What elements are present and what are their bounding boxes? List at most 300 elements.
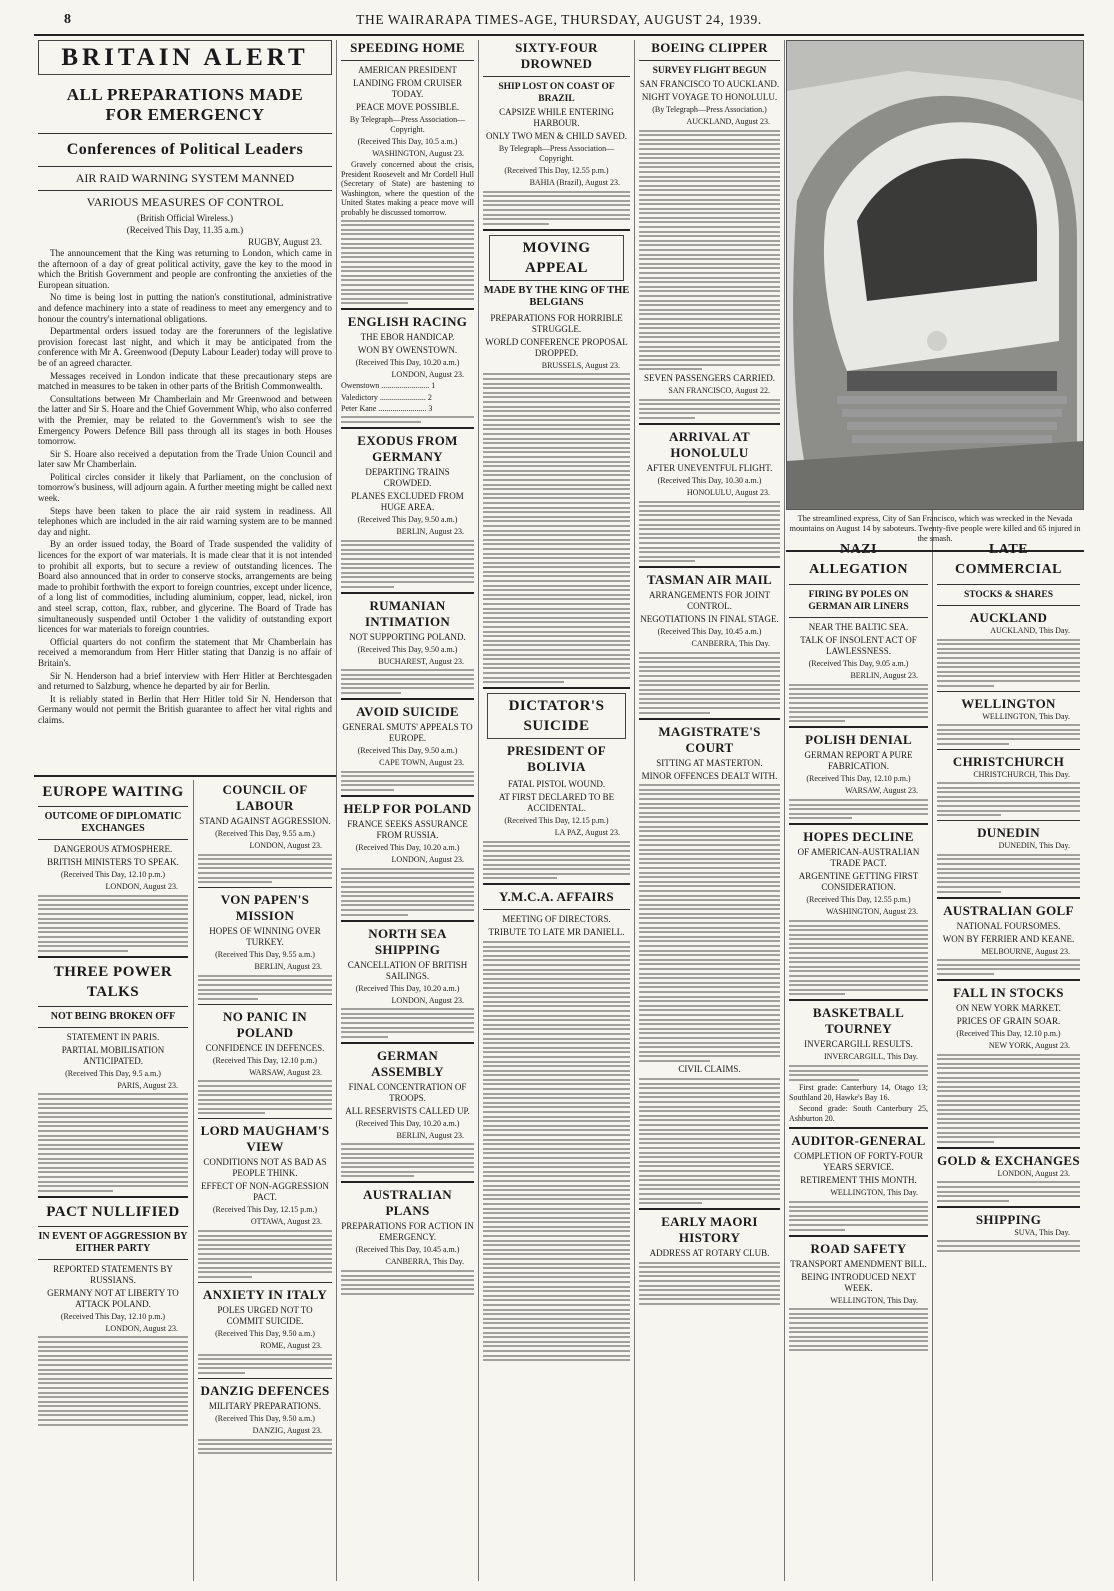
- section-head: AUCKLAND: [969, 610, 1048, 625]
- headline: NORTH SEA SHIPPING: [368, 925, 447, 957]
- dateline: ROME, August 23.: [260, 1341, 322, 1350]
- body-text: [198, 854, 332, 884]
- subheadline: AIR RAID WARNING SYSTEM MANNED: [75, 171, 295, 185]
- divider: [639, 60, 780, 61]
- body-text: [341, 669, 474, 694]
- subheadline: MILITARY PREPARATIONS.: [208, 1400, 322, 1411]
- received-time: (Received This Day, 9.50 a.m.): [357, 644, 458, 654]
- subheadline: THE EBOR HANDICAP.: [360, 332, 455, 343]
- article-britain-alert: [34, 40, 336, 770]
- received-time: (Received This Day, 12.55 p.m.): [806, 895, 911, 905]
- body-text: [639, 1078, 780, 1204]
- subheadline: PLANES EXCLUDED FROM HUGE AREA.: [351, 490, 464, 512]
- subheadline: AT FIRST DECLARED TO BE ACCIDENTAL.: [498, 792, 615, 814]
- subheadline: VARIOUS MEASURES OF CONTROL: [86, 195, 284, 209]
- dateline: LA PAZ, August 23.: [554, 828, 620, 838]
- body-text: [38, 895, 188, 952]
- divider: [483, 909, 630, 910]
- received-time: (Received This Day, 10.5 a.m.): [357, 137, 458, 146]
- divider: [38, 806, 188, 807]
- received-time: (Received This Day, 10.20 a.m.): [355, 1118, 460, 1128]
- subheadline: PRICES OF GRAIN SOAR.: [956, 1015, 1061, 1026]
- subheadline: REPORTED STATEMENTS BY RUSSIANS.: [53, 1263, 173, 1285]
- dateline: WELLINGTON, This Day.: [982, 711, 1070, 721]
- body-text: [639, 399, 780, 419]
- subheadline: FIRING BY POLES ON GERMAN AIR LINERS: [808, 590, 909, 612]
- divider: [341, 592, 474, 594]
- dateline: BAHIA (Brazil), August 23.: [529, 178, 620, 187]
- subheadline: NOT BEING BROKEN OFF: [50, 1010, 176, 1022]
- dateline: WELLINGTON, This Day.: [830, 1188, 918, 1198]
- headline: THREE POWER TALKS: [53, 963, 173, 1000]
- body-text: [789, 684, 928, 723]
- dateline: LONDON, August 23.: [105, 1323, 178, 1333]
- body-text: [789, 920, 928, 996]
- divider: [341, 1042, 474, 1044]
- body-text: [341, 1143, 474, 1177]
- subheadline: FATAL PISTOL WOUND.: [507, 779, 606, 790]
- subheadline: ARGENTINE GETTING FIRST CONSIDERATION.: [798, 871, 919, 893]
- headline: BRITAIN ALERT: [61, 44, 309, 71]
- dateline: AUCKLAND, August 23.: [686, 117, 770, 126]
- received-time: (Received This Day, 9.50 a.m.): [357, 746, 458, 756]
- divider: [38, 1196, 188, 1198]
- divider: [937, 691, 1080, 692]
- article-paragraph: Sir S. Hoare also received a deputation from the Trade Union Council and later saw Mr Chamberlain.: [38, 448, 332, 470]
- subheadline: NEAR THE BALTIC SEA.: [808, 622, 909, 632]
- received-time: (Received This Day, 9.5 a.m.): [65, 1068, 161, 1078]
- subheadline: NEGOTIATIONS IN FINAL STAGE.: [640, 614, 779, 625]
- body-text: [639, 652, 780, 714]
- dateline: WARSAW, August 23.: [845, 786, 918, 796]
- subheadline: FINAL CONCENTRATION OF TROOPS.: [348, 1081, 467, 1103]
- headline: DICTATOR'S SUICIDE: [508, 698, 605, 735]
- subheadline: NIGHT VOYAGE TO HONOLULU.: [641, 92, 778, 102]
- divider: [789, 617, 928, 618]
- dateline: LONDON, August 23.: [391, 370, 464, 380]
- divider: [937, 584, 1080, 585]
- divider: [639, 423, 780, 425]
- divider: [789, 999, 928, 1001]
- divider: [937, 1147, 1080, 1149]
- headline: EARLY MAORI HISTORY: [661, 1214, 758, 1246]
- dateline: PARIS, August 23.: [117, 1080, 178, 1090]
- divider: [341, 60, 474, 61]
- headline: VON PAPEN'S MISSION: [220, 892, 310, 924]
- headline: FALL IN STOCKS: [953, 984, 1064, 1000]
- received-time: (Received This Day, 12.15 p.m.): [212, 1205, 318, 1215]
- credit-line: (British Official Wireless.): [136, 213, 234, 223]
- page-number: 8: [64, 12, 71, 27]
- divider: [38, 956, 188, 958]
- subheadline: OUTCOME OF DIPLOMATIC EXCHANGES: [44, 811, 182, 834]
- body-text: [198, 1354, 332, 1374]
- dateline: SAN FRANCISCO, August 22.: [668, 386, 770, 396]
- subheadline: SITTING AT MASTERTON.: [656, 757, 763, 768]
- body-text: [639, 1262, 780, 1305]
- subheadline: CIVIL CLAIMS.: [678, 1064, 741, 1075]
- subheadline: IN EVENT OF AGGRESSION BY EITHER PARTY: [38, 1230, 188, 1254]
- body-text: [639, 130, 780, 371]
- dateline: BUCHAREST, August 23.: [378, 656, 464, 666]
- received-time: (Received This Day, 10.20 a.m.): [355, 843, 460, 853]
- subheadline: STOCKS & SHARES: [963, 590, 1054, 600]
- divider: [639, 566, 780, 568]
- headline: AVOID SUICIDE: [356, 704, 459, 720]
- article-paragraph: No time is being lost in putting the nation's constitutional, administrative and defence machinery into a state of readiness to meet any emergency and to honour the country's international obligations.: [38, 292, 332, 324]
- divider: [639, 1208, 780, 1210]
- subheadline: PRESIDENT OF BOLIVIA: [506, 743, 607, 775]
- received-time: (Received This Day, 10.45 a.m.): [355, 1245, 460, 1255]
- credit-line: (By Telegraph—Press Association.): [652, 105, 767, 114]
- dateline: WELLINGTON, This Day.: [830, 1295, 918, 1305]
- headline: NAZI ALLEGATION: [809, 542, 908, 577]
- column-7: [933, 540, 1084, 1585]
- subheadline: BEING INTRODUCED NEXT WEEK.: [801, 1271, 916, 1293]
- subheadline: ONLY TWO MEN & CHILD SAVED.: [486, 131, 627, 141]
- race-result: Valedictory ....................... 2: [341, 392, 432, 402]
- subheadline: GERMAN REPORT A PURE FABRICATION.: [804, 750, 913, 772]
- divider: [483, 883, 630, 885]
- dateline: BERLIN, August 23.: [396, 526, 464, 536]
- subheadline: CONDITIONS NOT AS BAD AS PEOPLE THINK.: [203, 1157, 327, 1179]
- received-time: (Received This Day, 9.50 a.m.): [215, 1329, 315, 1338]
- headline: ARRIVAL AT HONOLULU: [669, 429, 750, 461]
- subheadline: MEETING OF DIRECTORS.: [502, 914, 611, 925]
- divider: [341, 427, 474, 429]
- divider: [483, 229, 630, 231]
- subheadline: ALL RESERVISTS CALLED UP.: [345, 1105, 470, 1116]
- body-text: [38, 1093, 188, 1191]
- received-time: (Received This Day, 9.55 a.m.): [215, 829, 315, 838]
- body-text: [341, 540, 474, 588]
- headline: PACT NULLIFIED: [46, 1203, 180, 1220]
- subheadline: FRANCE SEEKS ASSURANCE FROM RUSSIA.: [347, 819, 468, 841]
- subheadline: PREPARATIONS FOR ACTION IN EMERGENCY.: [341, 1221, 474, 1243]
- headline: POLISH DENIAL: [805, 732, 912, 748]
- divider: [198, 1004, 332, 1005]
- subheadline: PEACE MOVE POSSIBLE.: [355, 102, 460, 112]
- subheadline: ADDRESS AT ROTARY CLUB.: [649, 1248, 770, 1259]
- received-time: (Received This Day, 11.35 a.m.): [126, 225, 244, 235]
- subheadline: STAND AGAINST AGGRESSION.: [199, 816, 331, 826]
- subheadline: GERMANY NOT AT LIBERTY TO ATTACK POLAND.: [47, 1287, 179, 1309]
- received-time: (Received This Day, 12.15 p.m.): [504, 816, 609, 826]
- body-text: [198, 975, 332, 1000]
- body-text: [198, 1080, 332, 1114]
- article-paragraph: Sir N. Henderson had a brief interview with Herr Hitler at Berchtesgaden and returned to Salzburg, whence he departed by air for Berlin.: [38, 670, 332, 692]
- subheadline: STATEMENT IN PARIS.: [66, 1031, 160, 1042]
- received-time: (Received This Day, 12.10 p.m.): [60, 870, 166, 879]
- subheadline: HOPES OF WINNING OVER TURKEY.: [209, 926, 321, 948]
- race-result: Peter Kane ........................ 3: [341, 404, 433, 414]
- article-paragraph: Political circles consider it likely that Parliament, on the conclusion of tomorrow's business, will adjourn again. A further meeting might be called next week.: [38, 471, 332, 504]
- headline: LORD MAUGHAM'S VIEW: [200, 1123, 330, 1155]
- column-4: [479, 40, 634, 1585]
- dateline: LONDON, August 23.: [391, 995, 464, 1005]
- subheadline: GENERAL SMUTS' APPEALS TO EUROPE.: [342, 722, 473, 744]
- body-text: [341, 868, 474, 916]
- subheadline: BRITISH MINISTERS TO SPEAK.: [47, 857, 179, 867]
- headline: COUNCIL OF LABOUR: [222, 782, 308, 813]
- headline: TASMAN AIR MAIL: [647, 572, 772, 588]
- divider: [34, 775, 336, 777]
- divider: [341, 1181, 474, 1183]
- headline: HELP FOR POLAND: [343, 801, 472, 817]
- divider: [198, 1118, 332, 1119]
- column-5: [635, 40, 784, 1585]
- subheadline: INVERCARGILL RESULTS.: [804, 1039, 913, 1050]
- dateline: WARSAW, August 23.: [249, 1067, 322, 1077]
- body-text: [937, 782, 1080, 816]
- divider: [38, 1027, 188, 1028]
- section-head: WELLINGTON: [961, 695, 1056, 711]
- headline: SPEEDING HOME: [350, 40, 465, 55]
- subheadline: WON BY FERRIER AND KEANE.: [942, 933, 1075, 944]
- dateline: SUVA, This Day.: [1014, 1227, 1070, 1237]
- divider: [937, 605, 1080, 606]
- dateline: LONDON, August 23.: [105, 882, 178, 891]
- body-text: [341, 1270, 474, 1295]
- headline: AUDITOR-GENERAL: [791, 1133, 926, 1149]
- dateline: CHRISTCHURCH, This Day.: [973, 769, 1070, 779]
- headline: BOEING CLIPPER: [651, 40, 768, 55]
- subheadline: SEVEN PASSENGERS CARRIED.: [644, 373, 775, 384]
- received-time: (Received This Day, 12.10 p.m.): [806, 774, 911, 784]
- credit-line: By Telegraph—Press Association—Copyright.: [498, 144, 615, 163]
- subheadline: OF AMERICAN-AUSTRALIAN TRADE PACT.: [797, 847, 920, 869]
- headline: EUROPE WAITING: [42, 784, 184, 800]
- subheadline: ON NEW YORK MARKET.: [956, 1002, 1061, 1013]
- headline: GOLD & EXCHANGES: [937, 1152, 1080, 1168]
- headline: GERMAN ASSEMBLY: [371, 1047, 444, 1079]
- divider: [38, 1226, 188, 1227]
- headline: MAGISTRATE'S COURT: [658, 723, 761, 755]
- column-6: [785, 540, 932, 1585]
- body-text: [789, 799, 928, 819]
- subheadline: NATIONAL FOURSOMES.: [956, 920, 1061, 931]
- received-time: (Received This Day, 12.10 p.m.): [212, 1055, 318, 1065]
- article-paragraph: Departmental orders issued today are the forerunners of the legislative provision forecast last night, and which it may be anticipated from the conference with Mr A. Greenwood (Deputy Labour Leader) today will prove to be of an agreed character.: [38, 326, 332, 368]
- article-paragraph: It is reliably stated in Berlin that Herr Hitler told Sir N. Henderson that Germany would not permit the British guarantee to affect her vital rights and claims.: [38, 693, 332, 725]
- subheadline: CONFIDENCE IN DEFENCES.: [205, 1042, 325, 1053]
- subheadline: LANDING FROM CRUISER TODAY.: [352, 78, 462, 99]
- credit-line: By Telegraph—Press Association—Copyright.: [349, 115, 466, 134]
- divider: [198, 1378, 332, 1379]
- subheadline: CANCELLATION OF BRITISH SAILINGS.: [347, 959, 468, 981]
- dateline: CAPE TOWN, August 23.: [379, 758, 464, 768]
- dateline: NEW YORK, August 23.: [988, 1040, 1070, 1050]
- headline: RUMANIAN INTIMATION: [364, 597, 451, 629]
- body-text: [789, 1065, 928, 1081]
- divider: [937, 979, 1080, 981]
- section-head: CHRISTCHURCH: [952, 753, 1065, 769]
- divider: [38, 1259, 188, 1260]
- body-text: [639, 784, 780, 1062]
- divider: [789, 1235, 928, 1237]
- headline: BASKETBALL TOURNEY: [812, 1005, 905, 1037]
- dateline: LONDON, August 23.: [997, 1168, 1070, 1178]
- received-time: (Received This Day, 10.30 a.m.): [657, 476, 762, 486]
- paper-title: THE WAIRARAPA TIMES-AGE, THURSDAY, AUGUST 24, 1939.: [356, 12, 762, 27]
- received-time: (Received This Day, 10.20 a.m.): [355, 358, 460, 368]
- headline: AUSTRALIAN GOLF: [943, 902, 1074, 918]
- divider: [789, 1127, 928, 1129]
- headline: EXODUS FROM GERMANY: [357, 432, 458, 464]
- body-text: [483, 373, 630, 683]
- article-paragraph: By an order issued today, the Board of Trade suspended the validity of licences for the export of war materials. It is made clear that it is not intended to prohibit all exports, but to secure a review of outstanding licences. The Board also announced that in order to conserve stocks, arrangements are being made to prohibit forthwith the export to foreign countries, except under licence, of a long list of commodities, including aluminium, copper, lead, nickel, iron and steel scrap, cotton, flax, rubber, and glycerine. The Board of Trade has simultaneously suspended until October 1 the validity of outstanding export licences for war materials to foreign countries.: [38, 539, 332, 635]
- received-time: (Received This Day, 9.50 a.m.): [215, 1413, 315, 1423]
- body-text: [937, 959, 1080, 975]
- column-left-lower: [34, 782, 192, 1582]
- dateline: BRUSSELS, August 23.: [541, 360, 620, 370]
- photo-caption: The streamlined express, City of San Francisco, which was wrecked in the Nevada mountains on August 14 by saboteurs. Twenty-five people were killed and 65 injured in the smash.: [789, 514, 1081, 543]
- subheadline: AFTER UNEVENTFUL FLIGHT.: [646, 463, 773, 474]
- divider: [937, 1206, 1080, 1208]
- train-photo: [786, 40, 1084, 510]
- dateline: HONOLULU, August 23.: [686, 488, 770, 498]
- dateline: WASHINGTON, August 23.: [372, 149, 464, 158]
- divider: [341, 795, 474, 797]
- column-2-lower: [194, 782, 336, 1582]
- subheadline: PREPARATIONS FOR HORRIBLE STRUGGLE.: [490, 312, 623, 334]
- photo-block: [786, 40, 1084, 556]
- article-paragraph: Gravely concerned about the crisis, President Roosevelt and Mr Cordell Hull (Secretary of State) are hastening to Washington, where the question of the United States making a peace move will probably be discussed tomorrow.: [341, 160, 474, 217]
- dateline: LONDON, August 23.: [249, 841, 322, 850]
- subheadline: TRIBUTE TO LATE MR DANIELL.: [488, 927, 625, 938]
- body-text: [789, 1308, 928, 1351]
- section-head: DUNEDIN: [977, 825, 1040, 841]
- article-paragraph: Steps have been taken to place the air raid system in readiness. All telephones which are included in the air raid warning system are to be manned day and night.: [38, 505, 332, 537]
- received-time: (Received This Day, 9.55 a.m.): [215, 950, 315, 960]
- column-3: [337, 40, 478, 1585]
- dateline: AUCKLAND, This Day.: [990, 626, 1070, 635]
- subheadline: RETIREMENT THIS MONTH.: [800, 1175, 917, 1186]
- body-text: [483, 191, 630, 225]
- dateline: BERLIN, August 23.: [254, 962, 322, 972]
- dateline: DUNEDIN, This Day.: [998, 841, 1070, 851]
- subheadline: EFFECT OF NON-AGGRESSION PACT.: [201, 1181, 329, 1203]
- received-time: (Received This Day, 10.45 a.m.): [657, 627, 762, 637]
- body-text: [639, 501, 780, 563]
- headline: SIXTY-FOUR DROWNED: [515, 40, 598, 71]
- subheadline: SHIP LOST ON COAST OF BRAZIL: [498, 82, 615, 104]
- headline-box: [489, 235, 624, 281]
- divider: [937, 897, 1080, 899]
- dateline: CANBERRA, This Day.: [691, 639, 770, 649]
- divider: [639, 718, 780, 720]
- divider: [789, 823, 928, 825]
- divider: [341, 308, 474, 310]
- subheadline: SURVEY FLIGHT BEGUN: [652, 66, 767, 76]
- body-text: [38, 1336, 188, 1425]
- article-paragraph: The announcement that the King was returning to London, which came in the afternoon of a day of great political activity, gave the key to the mood in which the British Government and people are confronting the anxieties of the European situation.: [38, 248, 332, 290]
- body-text: [341, 220, 474, 305]
- dateline: OTTAWA, August 23.: [250, 1217, 322, 1227]
- subheadline: ALL PREPARATIONS MADE FOR EMERGENCY: [66, 85, 304, 124]
- headline-box: [38, 40, 332, 75]
- divider: [341, 920, 474, 922]
- body-text: [483, 841, 630, 880]
- body-text: [937, 1054, 1080, 1143]
- headline: ENGLISH RACING: [347, 314, 468, 330]
- result-line: Second grade: South Canterbury 25, Ashburton 20.: [789, 1104, 928, 1123]
- subheadline: SAN FRANCISCO TO AUCKLAND.: [639, 79, 780, 89]
- headline: LATE COMMERCIAL: [955, 542, 1062, 577]
- subheadline: WON BY OWENSTOWN.: [357, 345, 458, 356]
- subheadline: MINOR OFFENCES DEALT WITH.: [641, 770, 778, 781]
- dateline: BERLIN, August 23.: [396, 1130, 464, 1140]
- body-text: [341, 771, 474, 791]
- article-paragraph: Messages received in London indicate that these precautionary steps are matched in measures to be taken in other parts of the British Commonwealth.: [38, 370, 332, 392]
- divider: [38, 839, 188, 840]
- result-line: First grade: Canterbury 14, Otago 13; Southland 20, Hawke's Bay 16.: [789, 1083, 928, 1102]
- divider: [38, 190, 332, 191]
- received-time: (Received This Day, 9.05 a.m.): [808, 659, 909, 668]
- divider: [789, 726, 928, 728]
- subheadline: NOT SUPPORTING POLAND.: [349, 631, 466, 642]
- race-result: Owenstown ........................ 1: [341, 381, 436, 391]
- headline: DANZIG DEFENCES: [200, 1382, 330, 1398]
- body-text: [198, 1439, 332, 1455]
- subheadline: AMERICAN PRESIDENT: [358, 65, 457, 75]
- dateline: CANBERRA, This Day.: [385, 1257, 464, 1267]
- train-image: [787, 41, 1083, 509]
- divider: [937, 749, 1080, 750]
- headline-box: [487, 693, 626, 739]
- divider: [483, 687, 630, 689]
- subheadline: DANGEROUS ATMOSPHERE.: [53, 844, 173, 854]
- subheadline: ARRANGEMENTS FOR JOINT CONTROL.: [648, 590, 770, 612]
- dateline: INVERCARGILL, This Day.: [824, 1052, 918, 1062]
- divider: [38, 166, 332, 167]
- divider: [937, 820, 1080, 821]
- dateline: DANZIG, August 23.: [252, 1425, 322, 1435]
- masthead: [34, 8, 1084, 36]
- subheadline: MADE BY THE KING OF THE BELGIANS: [483, 284, 630, 308]
- divider: [38, 133, 332, 134]
- divider: [198, 887, 332, 888]
- headline: AUSTRALIAN PLANS: [363, 1187, 452, 1219]
- dateline: MELBOURNE, August 23.: [981, 946, 1070, 956]
- body-text: [483, 941, 630, 1361]
- subheadline: PARTIAL MOBILISATION ANTICIPATED.: [61, 1044, 165, 1066]
- divider: [198, 1282, 332, 1283]
- dateline: BERLIN, August 23.: [850, 671, 918, 680]
- body-text: [789, 1201, 928, 1231]
- dateline: LONDON, August 23.: [391, 855, 464, 865]
- headline: Y.M.C.A. AFFAIRS: [499, 889, 614, 905]
- subheadline: TRANSPORT AMENDMENT BILL.: [790, 1258, 927, 1269]
- received-time: (Received This Day, 12.55 p.m.): [504, 166, 609, 175]
- headline: SHIPPING: [975, 1211, 1042, 1227]
- subheadline: COMPLETION OF FORTY-FOUR YEARS SERVICE.: [794, 1151, 923, 1173]
- subheadline: Conferences of Political Leaders: [66, 141, 304, 158]
- body-text: [341, 1008, 474, 1038]
- body-text: [937, 1240, 1080, 1251]
- headline: NO PANIC IN POLAND: [223, 1008, 307, 1040]
- divider: [341, 698, 474, 700]
- headline: ANXIETY IN ITALY: [202, 1287, 328, 1302]
- headline: HOPES DECLINE: [803, 829, 914, 845]
- body-text: [937, 639, 1080, 687]
- body-text: [937, 854, 1080, 893]
- body-text: [341, 416, 474, 423]
- subheadline: WORLD CONFERENCE PROPOSAL DROPPED.: [485, 336, 628, 358]
- subheadline: POLES URGED NOT TO COMMIT SUICIDE.: [217, 1305, 313, 1326]
- article-paragraph: Official quarters do not confirm the statement that Mr Chamberlain has received a memorandum from Herr Hitler stating that Danzig is no affair of Britain's.: [38, 636, 332, 668]
- received-time: (Received This Day, 10.20 a.m.): [355, 983, 460, 993]
